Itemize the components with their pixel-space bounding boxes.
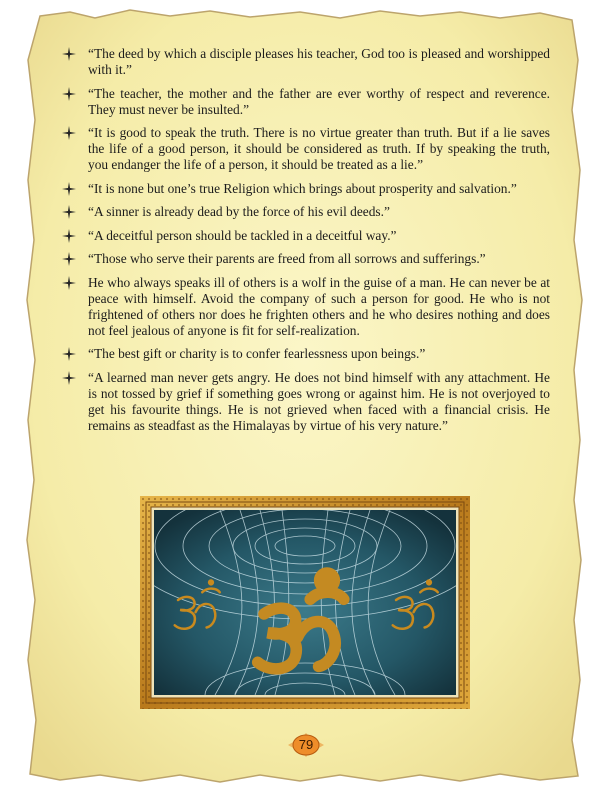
- list-item: [62, 275, 550, 339]
- four-point-star-icon: [62, 47, 76, 61]
- list-item: [62, 181, 550, 197]
- quote-text: “It is good to speak the truth. There is no virtue greater than truth. But if a lie saves the life of a good person, it should be considered as truth. If by speaking the truth, you endanger the life of a person, it should be treated as a lie.”: [88, 125, 550, 172]
- list-item: [62, 251, 550, 267]
- four-point-star-icon: [62, 276, 76, 290]
- four-point-star-icon: [62, 371, 76, 385]
- list-item: [62, 86, 550, 118]
- quote-text: “The deed by which a disciple pleases his teacher, God too is pleased and worshipped with it.”: [88, 46, 550, 77]
- quote-text: “A deceitful person should be tackled in a deceitful way.”: [88, 227, 397, 243]
- quote-list: [62, 46, 550, 441]
- quote-text: “The best gift or charity is to confer fearlessness upon beings.”: [88, 346, 426, 361]
- om-artwork-frame: [140, 496, 470, 709]
- four-point-star-icon: [62, 205, 76, 219]
- four-point-star-icon: [62, 126, 76, 140]
- four-point-star-icon: [62, 252, 76, 266]
- four-point-star-icon: [62, 182, 76, 196]
- list-item: [62, 204, 550, 220]
- four-point-star-icon: [62, 229, 76, 243]
- list-item: [62, 46, 550, 78]
- quote-text: “The teacher, the mother and the father are ever worthy of respect and reverence. They must never be insulted.”: [88, 85, 550, 117]
- list-item: [62, 228, 550, 244]
- list-item: [62, 125, 550, 173]
- page-number: 79: [298, 737, 314, 752]
- quote-text: “A sinner is already dead by the force of his evil deeds.”: [88, 204, 390, 219]
- quote-text: “It is none but one’s true Religion which brings about prosperity and salvation.”: [88, 180, 517, 196]
- four-point-star-icon: [62, 87, 76, 101]
- quote-text: “A learned man never gets angry. He does not bind himself with any attachment. He is not tossed by grief if something goes wrong or against him. He is not overjoyed to get his favourite things. He is not grieved when faced with a financial crisis. He remains as steadfast as the Himalayas by virtue of his very nature.”: [88, 369, 550, 433]
- four-point-star-icon: [62, 347, 76, 361]
- list-item: [62, 346, 550, 362]
- quote-text: “Those who serve their parents are freed from all sorrows and sufferings.”: [88, 251, 486, 266]
- list-item: [62, 370, 550, 434]
- quote-text: He who always speaks ill of others is a wolf in the guise of a man. He can never be at peace with himself. Avoid the company of such a person for good. He who is not frightened of others nor does he frighten others and he who desires nothing and does not feel jealous of anyone is fit for self-realization.: [88, 274, 550, 338]
